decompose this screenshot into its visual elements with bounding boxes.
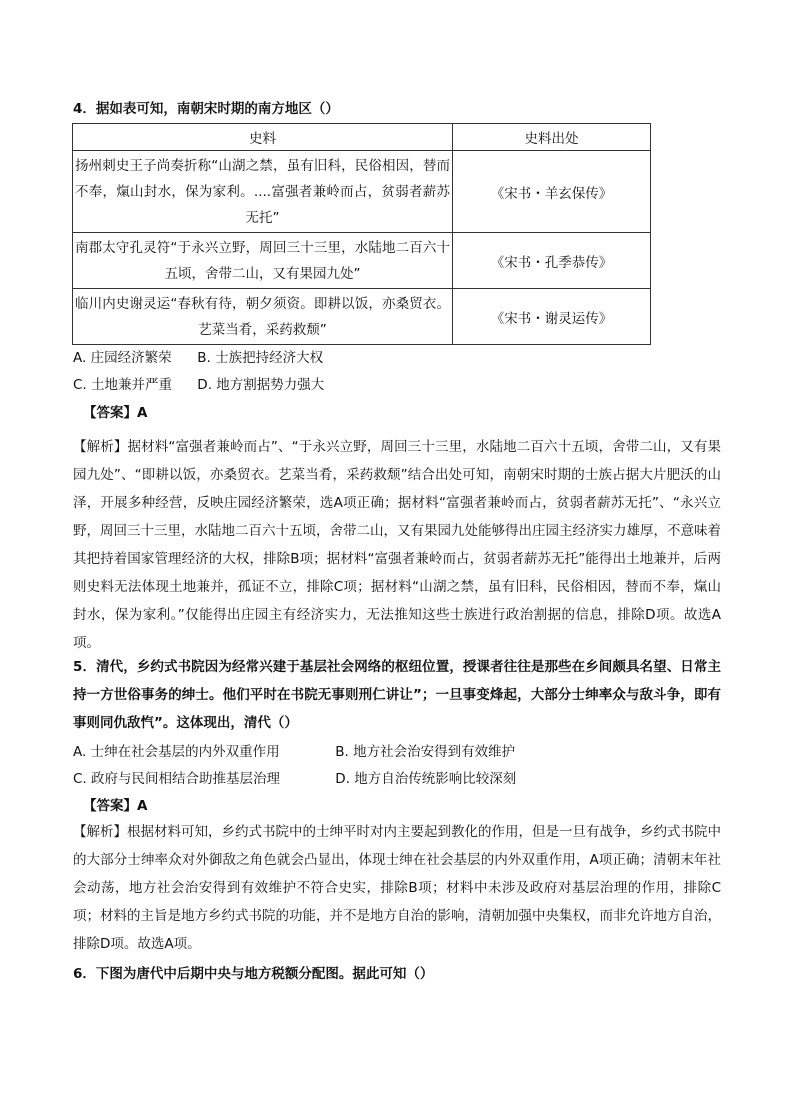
option-b: B. 地方社会治安得到有效维护 [335,744,516,760]
table-header-row [73,124,651,151]
question-5-options-row-2 [73,767,516,787]
table-row [73,151,651,233]
table-row [73,233,651,289]
question-5-options-row-1 [73,740,515,760]
table-row [73,289,651,345]
option-c: C. 政府与民间相结合助推基层治理 [73,771,281,787]
table-cell-source: 《宋书・羊玄保传》 [453,151,651,233]
option-d: D. 地方自治传统影响比较深刻 [335,771,517,787]
table-cell-material: 扬州刺史王子尚奏折称“山湖之禁，虽有旧科，民俗相因，替而不奉，熂山封水，保为家利。....富强者兼岭而占，贫弱者薪苏无托” [73,151,453,233]
table-cell-source: 《宋书・孔季恭传》 [453,233,651,289]
question-4-analysis: 【解析】据材料“富强者兼岭而占”、“于永兴立野，周回三十三里，水陆地二百六十五顷，舍带二山，又有果园九处”、“即耕以饭，亦桑贸衣。艺菜当肴，采药救颓”结合出处可知，南朝宋时期的士族占据大片肥沃的山泽，开展多种经营，反映庄园经济繁荣，选A项正确；据材料“富强者兼岭而占，贫弱者薪苏无托”、“永兴立野，周回三十三里，水陆地二百六十五顷，舍带二山，又有果园九处能够得出庄园主经济实力雄厚，不意味着其把持着国家管理经济的大权，排除B项；据材料“富强者兼岭而占，贫弱者薪苏无托”能得出土地兼并，后两则史料无法体现土地兼并，孤证不立，排除C项；据材料“山湖之禁，虽有旧科，民俗相因，替而不奉，熂山封水，保为家利。”仅能得出庄园主有经济实力，无法推知这些士族进行政治割据的信息，排除D项。故选A项。 [73,439,721,651]
table-header-source: 史料出处 [453,124,651,151]
question-5-analysis: 【解析】根据材料可知，乡约式书院中的士绅平时对内主要起到教化的作用，但是一旦有战争，乡约式书院中的大部分士绅率众对外御敌之角色就会凸显出，体现士绅在社会基层的内外双重作用，A项正确；清朝末年社会动荡，地方社会治安得到有效维护不符合史实，排除B项；材料中未涉及政府对基层治理的作用，排除C项；材料的主旨是地方乡约式书院的功能，并不是地方自治的影响，清朝加强中央集权，而非允许地方自治，排除D项。故选A项。 [73,824,721,952]
table-cell-material: 南郡太守孔灵符“于永兴立野，周回三十三里，水陆地二百六十五顷，舍带二山，又有果园九处” [73,233,453,289]
option-d: D. 地方割据势力强大 [197,377,325,393]
question-4-options-row-1 [73,346,323,366]
source-table [72,123,651,345]
question-5-answer: 【答案】A [83,798,148,814]
question-6-stem: 6．下图为唐代中后期中央与地方税额分配图。据此可知（） [73,966,434,982]
question-4-stem: 4．据如表可知，南朝宋时期的南方地区（） [73,101,339,117]
option-a: A. 庄园经济繁荣 [73,350,172,366]
option-a: A. 士绅在社会基层的内外双重作用 [73,744,280,760]
table-header-material: 史料 [73,124,453,151]
question-4-options-row-2 [73,373,324,393]
table-cell-source: 《宋书・谢灵运传》 [453,289,651,345]
option-b: B. 士族把持经济大权 [197,350,324,366]
question-4-answer: 【答案】A [83,405,148,421]
question-5-stem: 5．清代，乡约式书院因为经常兴建于基层社会网络的枢纽位置，授课者往往是那些在乡间颇具名望、日常主持一方世俗事务的绅士。他们平时在书院无事则刑仁讲让”；一旦事变烽起，大部分士绅率众与敌斗争，即有事则同仇敌忾”。这体现出，清代（） [73,659,721,731]
table-cell-material: 临川内史谢灵运“春秋有待，朝夕须资。即耕以饭，亦桑贸衣。艺菜当肴，采药救颓” [73,289,453,345]
option-c: C. 土地兼并严重 [73,377,173,393]
